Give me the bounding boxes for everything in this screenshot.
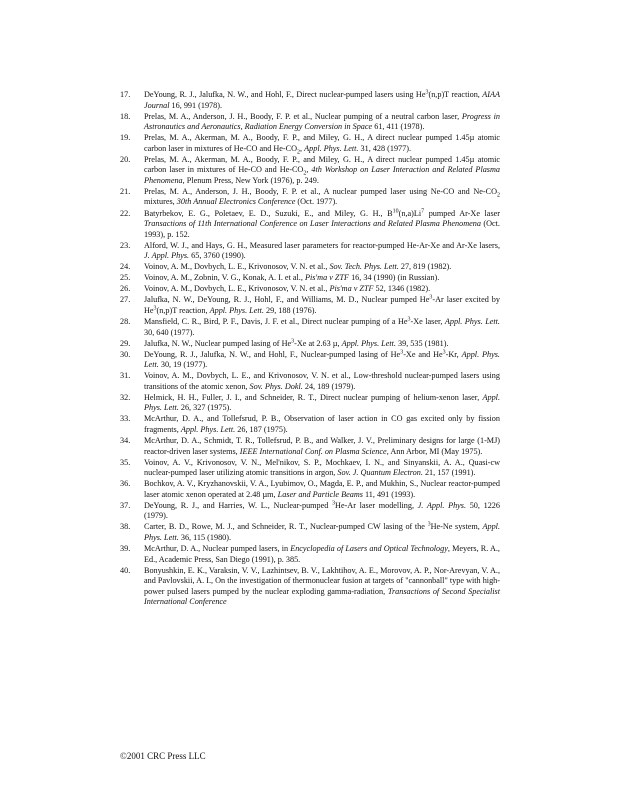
reference-number: 40.	[120, 565, 131, 575]
citation-source: Transactions of 11th International Conference on Laser Interactions and Related Plasma Phenomena	[144, 219, 481, 229]
reference-fragment: -Kr,	[445, 349, 462, 359]
superscript: 10	[392, 207, 399, 214]
reference-item	[120, 458, 500, 479]
reference-fragment: Voinov, A. M., Zobnin, V. G., Konak, A. I. et al.,	[144, 273, 305, 283]
superscript: 7	[421, 207, 425, 214]
reference-list	[120, 90, 500, 608]
reference-fragment: (n,a)Li	[398, 208, 422, 218]
reference-text	[144, 209, 500, 241]
reference-fragment: Batyrbekov, E. G., Poletaev, E. D., Suzuki, E., and Miley, G. H., B	[144, 208, 393, 218]
superscript: 3	[442, 348, 446, 355]
reference-item	[120, 112, 500, 133]
reference-fragment: ,	[306, 165, 312, 175]
reference-fragment: (Oct. 1977).	[295, 197, 338, 207]
reference-number: 33.	[120, 414, 131, 424]
reference-number: 17.	[120, 90, 131, 99]
reference-number: 27.	[120, 295, 131, 305]
reference-fragment: 36, 115 (1980).	[178, 532, 232, 542]
reference-fragment: 11, 491 (1993).	[362, 489, 416, 499]
reference-number: 39.	[120, 543, 131, 553]
reference-text	[144, 522, 500, 543]
reference-fragment: 31, 428 (1977).	[358, 143, 412, 153]
reference-text	[144, 133, 500, 154]
citation-source: Appl. Phys. Lett.	[209, 305, 264, 315]
reference-item	[120, 544, 500, 565]
citation-source: Appl. Phys. Lett.	[444, 316, 500, 326]
reference-text	[144, 112, 500, 133]
reference-fragment: 24, 189 (1979).	[302, 381, 356, 391]
citation-source: Transactions of Second Specialist International Conference	[144, 586, 500, 607]
reference-fragment: Bonyushkin, E. K., Varaksin, V. V., Lazhintsev, B. V., Lakhtihov, A. E., Morovov, A. P., Nor-Arevyan, V. A., and Pavlovskii, A. I., On the investigation of thermonuclear fusion at targets of "cannonball" type with high-power pulsed lasers pumped by the nuclear exploding gamma-radiation,	[144, 565, 500, 596]
reference-item	[120, 350, 500, 371]
citation-source: J. Appl. Phys.	[417, 500, 467, 510]
reference-fragment: 16, 991 (1978).	[169, 100, 223, 110]
reference-fragment: McArthur, D. A., Schmidt, T. R., Tollefsrud, P. B., and Walker, J. V., Preliminary designs for large (1-MJ) reactor-driven laser systems,	[144, 436, 500, 456]
reference-item	[120, 295, 500, 316]
reference-fragment: 65, 3760 (1990).	[189, 251, 246, 261]
citation-source: Appl. Phys. Lett.	[304, 143, 359, 153]
reference-number: 18.	[120, 111, 131, 121]
reference-item	[120, 273, 500, 284]
reference-text	[144, 187, 500, 208]
reference-fragment: (n,p)T reaction,	[156, 305, 210, 315]
reference-item	[120, 479, 500, 500]
reference-number: 26.	[120, 284, 131, 294]
subscript: 2	[497, 192, 500, 199]
reference-text	[144, 479, 500, 500]
citation-source: Appl. Phys. Lett.	[341, 338, 396, 348]
reference-item	[120, 90, 500, 111]
reference-fragment: (n,p)T reaction,	[428, 90, 483, 99]
reference-fragment: Bochkov, A. V., Kryzhanovskii, V. A., Lyubimov, O., Magda, E. P., and Mukhin, S., Nuclear reactor-pumped laser atomic xenon operated at 2.48 µm,	[144, 479, 500, 499]
reference-fragment: Voinov, A. M., Dovbych, L. E., and Krivonosov, V. N. et al., Low-threshold nuclear-pumped lasers using transitions of the atomic xenon,	[144, 371, 500, 391]
reference-fragment: -Xe at 2.63 µ,	[294, 338, 342, 348]
reference-text	[144, 339, 500, 350]
subscript: 2	[297, 149, 301, 156]
citation-source: Sov. Tech. Phys. Lett.	[329, 262, 399, 272]
reference-fragment: Prelas, M. A., Akerman, M. A., Boody, F. P., and Miley, G. H., A direct nuclear pumped 1.45µ atomic carbon laser in mixtures of He-CO and He-CO	[144, 133, 500, 153]
citation-source: Sov. Phys. Dokl.	[249, 381, 303, 391]
reference-item	[120, 187, 500, 208]
reference-fragment: 29, 188 (1976).	[263, 305, 317, 315]
reference-fragment: , Ann Arbor, MI (May 1975).	[386, 446, 483, 456]
reference-item	[120, 133, 500, 154]
reference-fragment: 26, 187 (1975).	[235, 424, 288, 434]
reference-fragment: Jalufka, N. W., DeYoung, R. J., Hohl, F., and Williams, M. D., Nuclear pumped He	[144, 295, 430, 305]
reference-item	[120, 284, 500, 295]
reference-item	[120, 209, 500, 241]
reference-fragment: pumped Ar-Xe laser	[424, 208, 500, 218]
reference-text	[144, 566, 500, 608]
reference-fragment: 50, 1226 (1979).	[144, 500, 500, 521]
reference-fragment: Voinov, A. V., Krivonosov, V. N., Mel'nikov, S. P., Mochkaev, I. N., and Sinyanskii, A. A., Quasi-cw nuclear-pumped laser utilizing atomic transitions in argon,	[144, 457, 500, 478]
superscript: 3	[427, 521, 431, 528]
reference-number: 20.	[120, 154, 131, 164]
reference-fragment: Prelas, M. A., Anderson, J. H., Boody, F. P. et al., Nuclear pumping of a neutral carbon laser,	[144, 111, 462, 121]
reference-fragment: Alford, W. J., and Hays, G. H., Measured laser parameters for reactor-pumped He-Ar-Xe and Ar-Xe lasers,	[144, 240, 500, 250]
reference-text	[144, 241, 500, 262]
citation-source: Progress in Astronautics and Aeronautics, Radiation Energy Conversion in Space	[144, 111, 500, 132]
reference-fragment: , Plenum Press, New York (1976), p. 249.	[182, 175, 319, 185]
reference-text	[144, 414, 500, 435]
reference-fragment: DeYoung, R. J., and Harries, W. L., Nuclear-pumped	[144, 500, 333, 510]
reference-fragment: 26, 327 (1975).	[178, 403, 232, 413]
reference-fragment: 16, 34 (1990) (in Russian).	[349, 273, 440, 283]
reference-number: 24.	[120, 262, 131, 272]
citation-source: Appl. Phys. Lett.	[144, 349, 500, 370]
reference-item	[120, 339, 500, 350]
citation-source: Appl. Phys. Lett.	[144, 392, 500, 413]
reference-number: 22.	[120, 208, 131, 218]
reference-item	[120, 522, 500, 543]
reference-number: 21.	[120, 186, 131, 196]
reference-number: 37.	[120, 500, 131, 510]
reference-number: 34.	[120, 436, 131, 445]
reference-item	[120, 317, 500, 338]
reference-text	[144, 501, 500, 522]
reference-item	[120, 414, 500, 435]
superscript: 3	[332, 500, 336, 507]
reference-text	[144, 90, 500, 111]
reference-number: 28.	[120, 316, 131, 326]
reference-fragment: McArthur, D. A., and Tollefsrud, P. B., Observation of laser action in CO gas excited only by fission fragments,	[144, 414, 500, 434]
superscript: 3	[425, 89, 429, 96]
reference-fragment: He-Ar laser modelling,	[335, 500, 418, 510]
reference-fragment: 27, 819 (1982).	[398, 262, 452, 272]
reference-number: 38.	[120, 522, 131, 532]
reference-text	[144, 273, 500, 284]
citation-source: 30th Annual Electronics Conference	[176, 197, 296, 207]
reference-fragment: -Xe laser,	[410, 316, 445, 326]
citation-source: Encyclopedia of Lasers and Optical Technology	[290, 543, 448, 553]
reference-item	[120, 566, 500, 608]
reference-number: 36.	[120, 479, 131, 489]
reference-fragment: -Ar laser excited by He	[144, 295, 500, 315]
reference-fragment: Carter, B. D., Rowe, M. J., and Schneider, R. T., Nuclear-pumped CW lasing of the	[144, 522, 428, 532]
reference-fragment: DeYoung, R. J., Jalufka, N. W., and Hohl, F., Direct nuclear-pumped lasers using He	[144, 90, 426, 99]
reference-text	[144, 371, 500, 392]
citation-source: Appl. Phys. Lett.	[180, 424, 236, 434]
reference-fragment: mixtures,	[144, 197, 177, 207]
reference-text	[144, 317, 500, 338]
reference-fragment: Helmick, H. H., Fuller, J. I., and Schneider, R. T., Direct nuclear pumping of helium-xenon laser,	[144, 392, 483, 402]
reference-fragment: 61, 411 (1978).	[372, 122, 425, 132]
reference-fragment: DeYoung, R. J., Jalufka, N. W., and Hohl, F., Nuclear-pumped lasing of He	[144, 349, 401, 359]
reference-number: 25.	[120, 273, 131, 283]
reference-text	[144, 393, 500, 414]
reference-fragment: Voinov, A. M., Dovbych, L. E., Krivonosov, V. N. et al.,	[144, 284, 330, 294]
citation-source: Pis'ma v ZTF	[329, 284, 374, 294]
citation-source: 4th Workshop on Laser Interaction and Related Plasma Phenomena	[144, 165, 500, 185]
reference-fragment: McArthur, D. A., Nuclear pumped lasers, in	[144, 543, 291, 553]
citation-source: J. Appl. Phys.	[144, 251, 190, 261]
reference-item	[120, 393, 500, 414]
reference-text	[144, 295, 500, 316]
reference-fragment: Prelas, M. A., Anderson, J. H., Boody, F. P. et al., A nuclear pumped laser using Ne-CO and Ne-CO	[144, 186, 497, 196]
reference-item	[120, 501, 500, 522]
reference-fragment: 21, 157 (1991).	[422, 468, 476, 478]
reference-text	[144, 436, 500, 457]
reference-fragment: 39, 535 (1981).	[395, 338, 449, 348]
reference-item	[120, 262, 500, 273]
reference-text	[144, 350, 500, 371]
reference-number: 31.	[120, 371, 131, 381]
reference-fragment: 30, 19 (1977).	[158, 360, 208, 370]
reference-fragment: , Meyers, R. A., Ed., Academic Press, San Diego (1991), p. 385.	[144, 543, 500, 564]
reference-number: 29.	[120, 338, 131, 348]
reference-text	[144, 155, 500, 187]
superscript: 3	[429, 294, 433, 301]
copyright-footer: ©2001 CRC Press LLC	[120, 751, 206, 761]
reference-fragment: 30, 640 (1977).	[144, 327, 195, 337]
citation-source: Sov. J. Quantum Electron.	[337, 468, 423, 478]
superscript: 3	[407, 316, 411, 323]
reference-fragment: Jalufka, N. W., Nuclear pumped lasing of He	[144, 338, 292, 348]
reference-fragment: (Oct. 1993), p. 152.	[144, 219, 500, 239]
reference-text	[144, 262, 500, 273]
reference-item	[120, 436, 500, 457]
reference-fragment: Mansfield, C. R., Bird, P. F., Davis, J. F. et al., Direct nuclear pumping of a He	[144, 316, 408, 326]
citation-source: AIAA Journal	[144, 90, 501, 110]
reference-fragment: 52, 1346 (1982).	[373, 284, 431, 294]
reference-number: 32.	[120, 392, 131, 402]
subscript: 2	[303, 170, 307, 177]
reference-item	[120, 241, 500, 262]
reference-number: 23.	[120, 240, 131, 250]
citation-source: Laser and Particle Beams	[277, 489, 363, 499]
reference-text	[144, 458, 500, 479]
citation-source: Appl. Phys. Lett.	[144, 522, 500, 542]
superscript: 3	[291, 337, 295, 344]
reference-item	[120, 155, 500, 187]
reference-fragment: Voinov, A. M., Dovbych, L. E., Krivonosov, V. N. et al.,	[144, 262, 330, 272]
reference-fragment: He-Ne system,	[430, 522, 483, 532]
citation-source: IEEE International Conf. on Plasma Science	[239, 446, 387, 456]
superscript: 3	[153, 305, 157, 312]
reference-text	[144, 284, 500, 295]
reference-fragment: ,	[300, 143, 305, 153]
reference-number: 35.	[120, 457, 131, 467]
superscript: 3	[400, 348, 404, 355]
reference-text	[144, 544, 500, 565]
reference-fragment: Prelas, M. A., Akerman, M. A., Boody, F. P., and Miley, G. H., A direct nuclear pumped 1.45µ atomic carbon laser in mixtures of He-CO and He-CO	[144, 154, 500, 175]
reference-fragment: -Xe and He	[403, 349, 443, 359]
reference-number: 19.	[120, 133, 131, 143]
citation-source: Pis'ma v ZTF	[304, 273, 350, 283]
reference-number: 30.	[120, 349, 131, 359]
reference-item	[120, 371, 500, 392]
